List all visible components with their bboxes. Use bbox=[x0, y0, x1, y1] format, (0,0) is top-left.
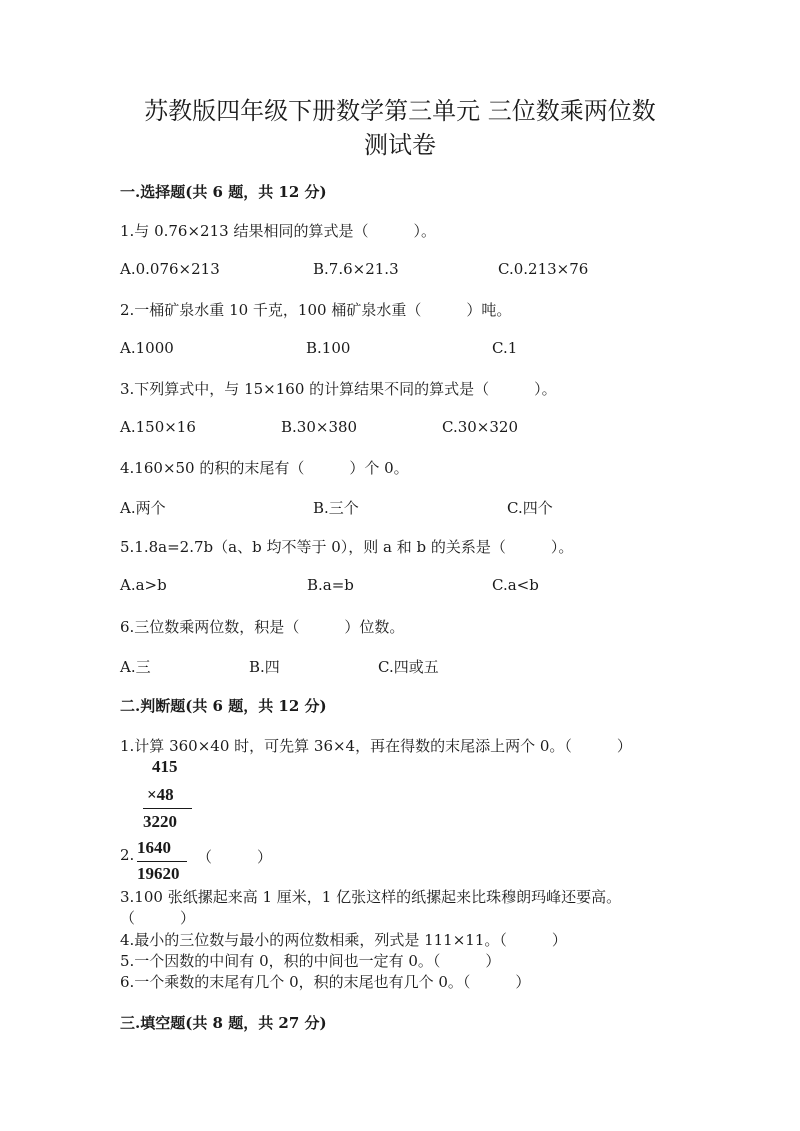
choice-question-5: 5.1.8a=2.7b（a、b 均不等于 0），则 a 和 b 的关系是（ ）。 bbox=[120, 538, 574, 556]
title-line-2: 测试卷 bbox=[364, 131, 436, 159]
choice-1-option-c[interactable]: C.0.213×76 bbox=[498, 260, 589, 278]
choice-5-option-b[interactable]: B.a=b bbox=[307, 576, 354, 594]
judge-question-2-number: 2. bbox=[120, 846, 135, 864]
choice-4-option-c[interactable]: C.四个 bbox=[507, 499, 553, 517]
judge-question-3: 3.100 张纸摞起来高 1 厘米，1 亿张这样的纸摞起来比珠穆朗玛峰还要高。 bbox=[120, 888, 622, 906]
judge-question-2-answer-blank[interactable]: （ ） bbox=[197, 848, 273, 866]
choice-6-option-c[interactable]: C.四或五 bbox=[378, 658, 439, 676]
choice-6-option-a[interactable]: A.三 bbox=[120, 658, 151, 676]
calc-rule-1 bbox=[143, 808, 192, 809]
choice-question-1: 1.与 0.76×213 结果相同的算式是（ ）。 bbox=[120, 222, 436, 240]
choice-question-3: 3.下列算式中，与 15×160 的计算结果不同的算式是（ ）。 bbox=[120, 380, 557, 398]
section-heading-fill: 三.填空题(共 8 题，共 27 分) bbox=[120, 1014, 327, 1032]
choice-6-option-b[interactable]: B.四 bbox=[249, 658, 280, 676]
section-heading-choice: 一.选择题(共 6 题，共 12 分) bbox=[120, 183, 327, 201]
calc-multiplicand: 415 bbox=[152, 757, 178, 776]
calc-product: 19620 bbox=[137, 864, 180, 883]
choice-4-option-b[interactable]: B.三个 bbox=[313, 499, 359, 517]
choice-1-option-a[interactable]: A.0.076×213 bbox=[120, 260, 220, 278]
judge-question-3-answer-blank[interactable]: （ ） bbox=[120, 909, 196, 927]
choice-5-option-a[interactable]: A.a>b bbox=[120, 576, 167, 594]
choice-question-2: 2.一桶矿泉水重 10 千克，100 桶矿泉水重（ ）吨。 bbox=[120, 301, 512, 319]
calc-multiplier: ×48 bbox=[147, 785, 174, 804]
judge-question-5: 5.一个因数的中间有 0，积的中间也一定有 0。（ ） bbox=[120, 952, 501, 970]
choice-2-option-b[interactable]: B.100 bbox=[306, 339, 351, 357]
section-heading-judge: 二.判断题(共 6 题，共 12 分) bbox=[120, 697, 327, 715]
choice-question-4: 4.160×50 的积的末尾有（ ）个 0。 bbox=[120, 459, 409, 477]
choice-1-option-b[interactable]: B.7.6×21.3 bbox=[313, 260, 399, 278]
judge-question-1: 1.计算 360×40 时，可先算 36×4，再在得数的末尾添上两个 0。（ ） bbox=[120, 737, 632, 755]
title-line-1: 苏教版四年级下册数学第三单元 三位数乘两位数 bbox=[144, 97, 656, 125]
choice-5-option-c[interactable]: C.a<b bbox=[492, 576, 539, 594]
calc-partial-product-1: 3220 bbox=[143, 812, 177, 831]
judge-question-6: 6.一个乘数的末尾有几个 0，积的末尾也有几个 0。（ ） bbox=[120, 973, 531, 991]
choice-4-option-a[interactable]: A.两个 bbox=[120, 499, 166, 517]
choice-2-option-a[interactable]: A.1000 bbox=[120, 339, 174, 357]
calc-partial-product-2: 1640 bbox=[137, 838, 171, 857]
choice-2-option-c[interactable]: C.1 bbox=[492, 339, 518, 357]
choice-3-option-c[interactable]: C.30×320 bbox=[442, 418, 518, 436]
calc-rule-2 bbox=[137, 861, 187, 862]
choice-3-option-b[interactable]: B.30×380 bbox=[281, 418, 358, 436]
choice-3-option-a[interactable]: A.150×16 bbox=[120, 418, 196, 436]
choice-question-6: 6.三位数乘两位数，积是（ ）位数。 bbox=[120, 618, 405, 636]
judge-question-4: 4.最小的三位数与最小的两位数相乘，列式是 111×11。（ ） bbox=[120, 931, 567, 949]
